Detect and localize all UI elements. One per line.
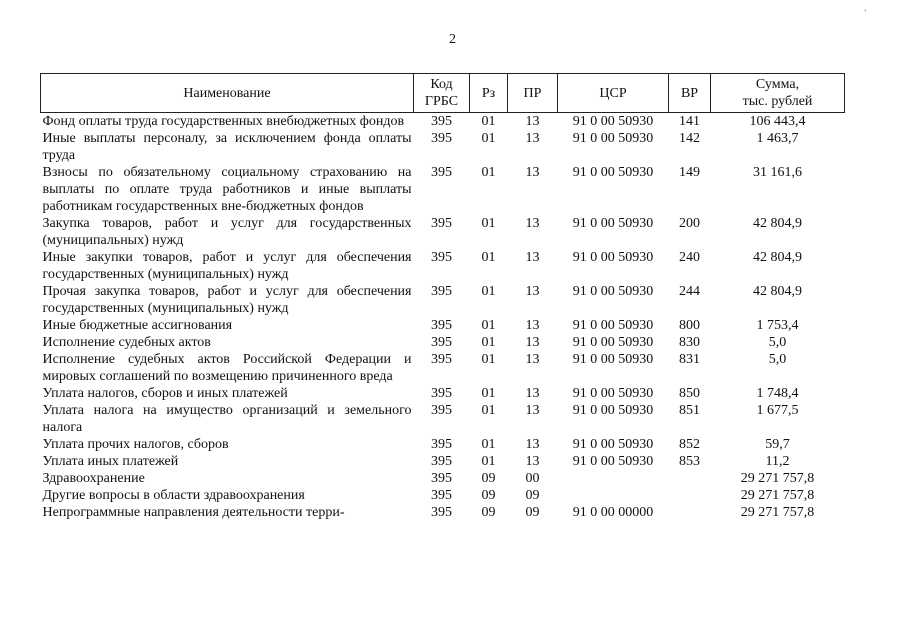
corner-mark: ·: [863, 6, 867, 17]
row-sum: 29 271 757,8: [740, 488, 815, 503]
row-pr: 13: [525, 386, 540, 401]
row-sum: 42 804,9: [753, 284, 802, 299]
row-rz: 01: [481, 216, 496, 231]
row-csr: 91 0 00 50930: [572, 437, 654, 452]
row-vr: 850: [679, 386, 700, 401]
row-name: Иные бюджетные ассигнования: [42, 318, 233, 333]
table-body: [41, 113, 845, 522]
row-pr: 13: [525, 335, 540, 350]
row-rz: 01: [481, 318, 496, 333]
row-pr: 13: [525, 318, 540, 333]
row-sum: 1 463,7: [756, 131, 799, 146]
page-number: 2: [449, 32, 456, 47]
row-vr: 851: [679, 403, 700, 418]
row-rz: 01: [481, 335, 496, 350]
row-csr: 91 0 00 50930: [572, 216, 654, 231]
row-vr: 830: [679, 335, 700, 350]
row-pr: 13: [525, 403, 540, 418]
row-sum: 11,2: [765, 454, 790, 469]
row-kod: 395: [431, 471, 452, 486]
row-pr: 13: [525, 216, 540, 231]
row-csr: 91 0 00 50930: [572, 284, 654, 299]
table-row: [41, 283, 845, 317]
row-sum: 5,0: [768, 335, 787, 350]
row-csr: 91 0 00 50930: [572, 318, 654, 333]
row-rz: 01: [481, 386, 496, 401]
row-vr: 831: [679, 352, 700, 367]
table-row: [41, 402, 845, 436]
row-sum: 1 748,4: [756, 386, 799, 401]
row-kod: 395: [431, 386, 452, 401]
row-rz: 09: [481, 471, 496, 486]
table-header: [41, 74, 845, 113]
header-sum: Сумма, тыс. рублей: [711, 74, 845, 113]
row-kod: 395: [431, 454, 452, 469]
row-vr: 141: [679, 114, 700, 129]
table-row: [41, 436, 845, 453]
table-row: [41, 249, 845, 283]
row-vr: 853: [679, 454, 700, 469]
row-csr: 91 0 00 50930: [572, 403, 654, 418]
row-sum: 42 804,9: [753, 250, 802, 265]
table-row: [41, 215, 845, 249]
header-kod: Код ГРБС: [414, 74, 470, 113]
row-name: Иные закупки товаров, работ и услуг для обеспечения государственных (муниципальных) нужд: [42, 250, 412, 282]
row-csr: 91 0 00 50930: [572, 335, 654, 350]
row-vr: [669, 504, 711, 521]
row-csr: 91 0 00 50930: [572, 114, 654, 129]
row-rz: 01: [481, 352, 496, 367]
row-name: Взносы по обязательному социальному страхованию на выплаты по оплате труда работников и иные выплаты работникам государственных вне-бюджетных фондов: [42, 165, 412, 214]
row-rz: 01: [481, 284, 496, 299]
row-rz: 01: [481, 114, 496, 129]
row-csr: [558, 487, 669, 504]
row-csr: 91 0 00 50930: [572, 131, 654, 146]
row-sum: 31 161,6: [753, 165, 802, 180]
header-name: Наименование: [41, 74, 414, 113]
table-row: [41, 113, 845, 131]
header-csr: ЦСР: [558, 74, 669, 113]
budget-table: [40, 73, 845, 521]
row-kod: 395: [431, 131, 452, 146]
table-row: [41, 453, 845, 470]
row-sum: 1 677,5: [756, 403, 799, 418]
row-kod: 395: [431, 335, 452, 350]
row-rz: 01: [481, 454, 496, 469]
row-csr: 91 0 00 50930: [572, 352, 654, 367]
row-vr: 149: [679, 165, 700, 180]
table-row: [41, 504, 845, 521]
row-sum: 106 443,4: [749, 114, 806, 129]
row-name: Фонд оплаты труда государственных внебюджетных фондов: [42, 114, 405, 129]
row-vr: [669, 470, 711, 487]
row-kod: 395: [431, 505, 452, 520]
row-pr: 13: [525, 114, 540, 129]
row-kod: 395: [431, 165, 452, 180]
row-sum: 29 271 757,8: [740, 505, 815, 520]
table-row: [41, 334, 845, 351]
row-name: Другие вопросы в области здравоохранения: [42, 488, 305, 503]
row-pr: 13: [525, 454, 540, 469]
row-csr: [558, 470, 669, 487]
row-rz: 01: [481, 403, 496, 418]
row-rz: 09: [481, 488, 496, 503]
row-pr: 13: [525, 250, 540, 265]
row-kod: 395: [431, 437, 452, 452]
table-row: [41, 487, 845, 504]
row-name: Исполнение судебных актов Российской Федерации и мировых соглашений по возмещению причиненного вреда: [42, 352, 412, 384]
row-kod: 395: [431, 352, 452, 367]
row-name: Уплата прочих налогов, сборов: [42, 437, 229, 452]
row-kod: 395: [431, 250, 452, 265]
row-kod: 395: [431, 284, 452, 299]
row-pr: 13: [525, 352, 540, 367]
row-pr: 13: [525, 165, 540, 180]
row-pr: 09: [525, 505, 540, 520]
row-name: Иные выплаты персоналу, за исключением фонда оплаты труда: [42, 131, 412, 163]
table-row: [41, 470, 845, 487]
row-vr: 852: [679, 437, 700, 452]
table-row: [41, 385, 845, 402]
row-rz: 01: [481, 250, 496, 265]
row-name: Уплата иных платежей: [42, 454, 179, 469]
row-name: Уплата налога на имущество организаций и земельного налога: [42, 403, 412, 435]
row-vr: 800: [679, 318, 700, 333]
header-vr: ВР: [669, 74, 711, 113]
row-rz: 01: [481, 437, 496, 452]
row-name: Уплата налогов, сборов и иных платежей: [42, 386, 288, 401]
row-pr: 13: [525, 437, 540, 452]
row-kod: 395: [431, 216, 452, 231]
row-kod: 395: [431, 114, 452, 129]
row-vr: [669, 487, 711, 504]
row-pr: 00: [525, 471, 540, 486]
row-rz: 09: [481, 505, 496, 520]
table-row: [41, 351, 845, 385]
row-csr: 91 0 00 50930: [572, 386, 654, 401]
row-name: Здравоохранение: [42, 471, 145, 486]
row-csr: 91 0 00 50930: [572, 454, 654, 469]
row-vr: 244: [679, 284, 700, 299]
row-kod: 395: [431, 403, 452, 418]
table-row: [41, 317, 845, 334]
row-vr: 240: [679, 250, 700, 265]
row-sum: 5,0: [768, 352, 787, 367]
row-pr: 13: [525, 284, 540, 299]
row-name: Закупка товаров, работ и услуг для государственных (муниципальных) нужд: [42, 216, 412, 248]
row-vr: 142: [679, 131, 700, 146]
row-csr: 91 0 00 50930: [572, 250, 654, 265]
row-kod: 395: [431, 488, 452, 503]
row-sum: 29 271 757,8: [740, 471, 815, 486]
row-csr: 91 0 00 00000: [572, 505, 654, 520]
table-row: [41, 164, 845, 215]
row-csr: 91 0 00 50930: [572, 165, 654, 180]
row-pr: 09: [525, 488, 540, 503]
row-sum: 42 804,9: [753, 216, 802, 231]
row-sum: 59,7: [765, 437, 790, 452]
row-kod: 395: [431, 318, 452, 333]
table-row: [41, 130, 845, 164]
row-vr: 200: [679, 216, 700, 231]
row-name: Исполнение судебных актов: [42, 335, 211, 350]
header-pr: ПР: [508, 74, 558, 113]
header-rz: Рз: [470, 74, 508, 113]
row-rz: 01: [481, 165, 496, 180]
row-name: Прочая закупка товаров, работ и услуг для обеспечения государственных (муниципальных) нужд: [42, 284, 412, 316]
row-name: Непрограммные направления деятельности терри-: [42, 505, 345, 520]
row-rz: 01: [481, 131, 496, 146]
row-sum: 1 753,4: [756, 318, 799, 333]
row-pr: 13: [525, 131, 540, 146]
